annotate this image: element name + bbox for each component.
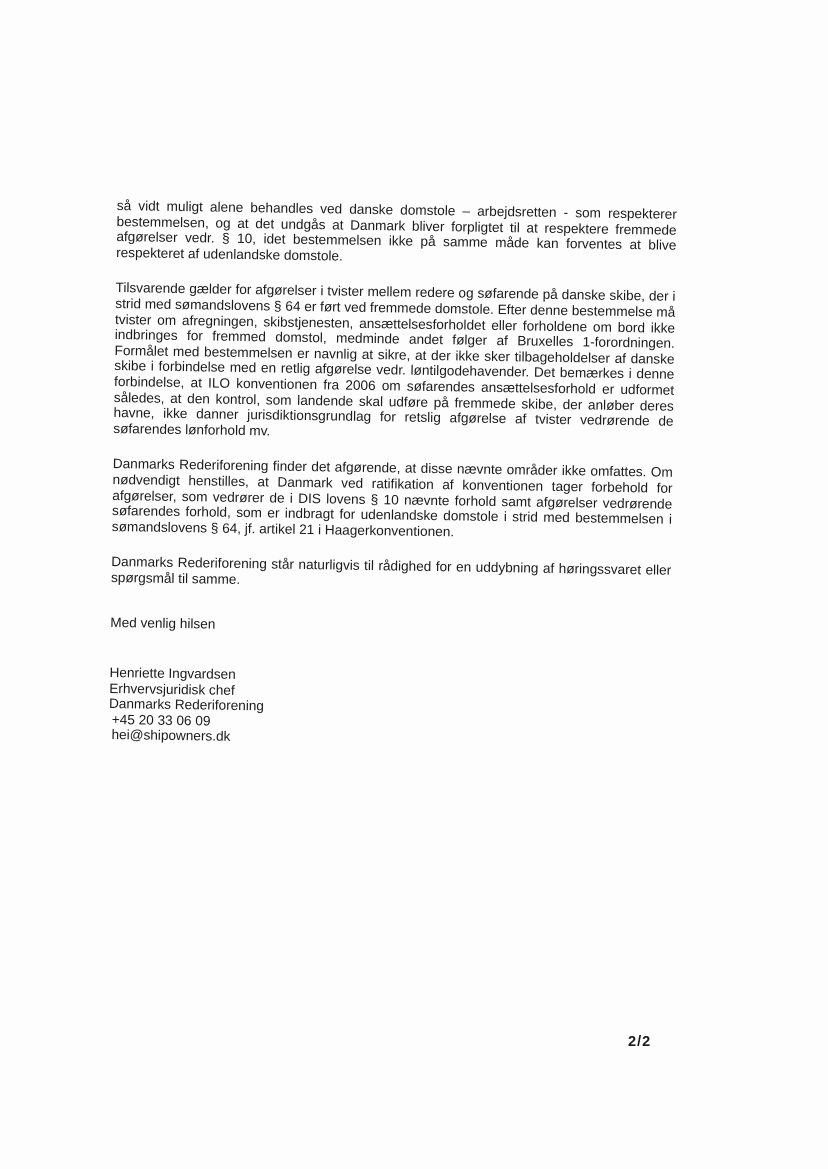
signer-phone: +45 20 33 06 09	[111, 711, 211, 729]
signer-organization: Danmarks Rederiforening	[108, 696, 265, 714]
paragraph-2: Tilsvarende gælder for afgørelser i tvister mellem redere og søfarende på danske skibe, der i strid med sømandslovens § 64 er ført ved fremmede domstole. Efter denne bestemmelse må tvister om afregningen, skibstjenesten, ansættelsesforholdet eller forholdene om bord ikke indbringes for fremmed domstol, medminde andet følger af Bruxelles 1-forordningen. Formålet med bestemmelsen er navnlig at sikre, at der ikke sker tilbageholdelser af danske skibe i forbindelse med en retlig afgørelse vedr. løntilgodehavender. Det bemærkes i denne forbindelse, at ILO konventionen fra 2006 om søfarendes ansættelsesforhold er udformet således, at den kontrol, som landende skal udføre på fremmede skibe, der anløber deres havne, ikke danner jurisdiktionsgrundlag for retslig afgørelse af tvister vedrørende de søfarendes lønforhold mv.	[113, 280, 676, 439]
page-number: 2/2	[628, 1034, 652, 1050]
closing-greeting: Med venlig hilsen	[110, 615, 216, 633]
signer-title: Erhvervsjuridisk chef	[109, 680, 235, 698]
letter-body	[108, 198, 676, 752]
signer-email: hei@shipowners.dk	[111, 727, 231, 745]
signature-block	[108, 665, 669, 752]
paragraph-3: Danmarks Rederiforening finder det afgørende, at disse nævnte områder ikke omfattes. Om nødvendigt henstilles, at Danmark ved ratifikation af konventionen tager forbehold for afgørelser, som vedrører de i DIS lovens § 10 nævnte forhold samt afgørelser vedrørende søfarendes forhold, som er indbragt for udenlandske domstole i strid med bestemmelsen i sømandslovens § 64, jf. artikel 21 i Haagerkonventionen.	[111, 456, 673, 540]
signer-name: Henriette Ingvardsen	[109, 665, 236, 682]
paragraph-1: så vidt muligt alene behandles ved danske domstole – arbejdsretten - som respekterer bestemmelsen, og at det undgås at Danmark bliver forpligtet til at respektere fremmede afgørelser vedr. § 10, idet bestemmelsen ikke på samme måde kan forventes at blive respekteret af udenlandske domstole.	[116, 198, 677, 264]
paragraph-4: Danmarks Rederiforening står naturligvis til rådighed for en uddybning af høringssvaret eller spørgsmål til samme.	[110, 554, 672, 587]
